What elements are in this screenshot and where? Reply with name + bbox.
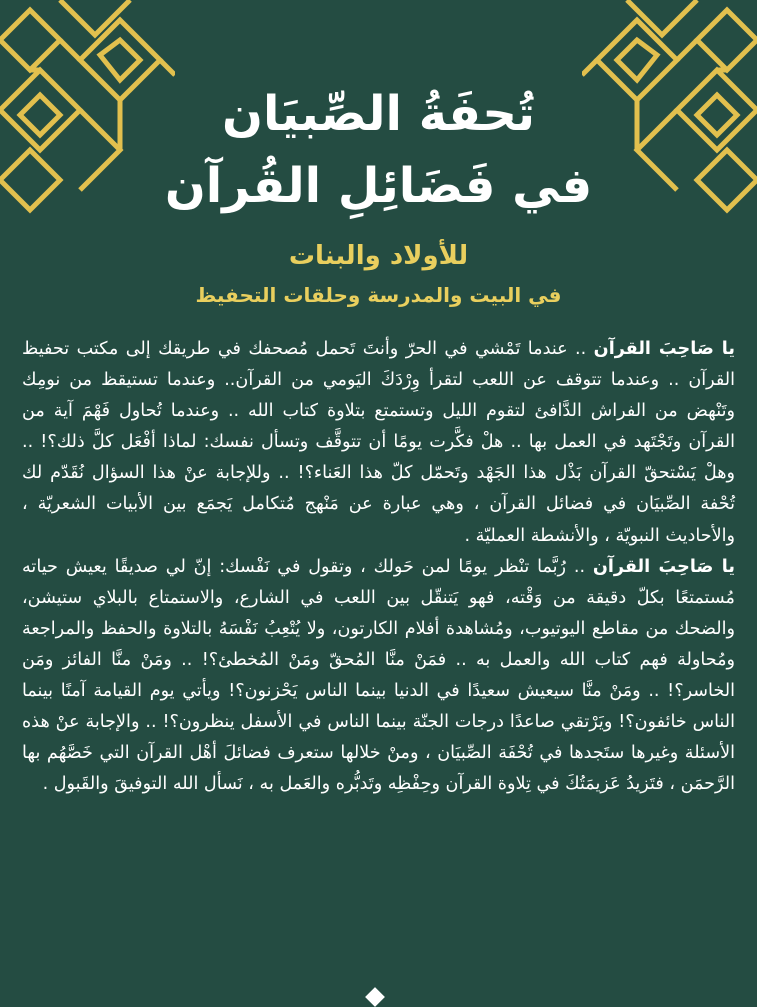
book-title-line2: في فَضَائِلِ القُرآن (164, 158, 593, 214)
subtitle: للأولاد والبنات (288, 241, 469, 271)
back-cover-description (22, 334, 735, 800)
book-title-line1: تُحفَةُ الصِّبيَان (222, 86, 535, 142)
paragraph-2 (22, 552, 735, 801)
paragraph-2-text: .. رُبَّما تنْظر يومًا لمن حَولك ، وتقول في نَفْسك: إنّ لي صديقًا يعيش حياته مُستمتعًا بكلّ دقيقة من وَقْته، فهو يَتنقّل بين اللعب في الشارع، والاستمتاع بالبلاي ستيشن، والضحك من مقاطع اليوتيوب، ومُشاهدة أفلام الكارتون، ولا يُتْعِبُ نَفْسَهُ بالتلاوة والحفظ والمراجعة ومُحاولة فهم كتاب الله والعمل به .. فمَنْ منَّا المُحقّ ومَنْ المُخطئ؟! .. ومَنْ منَّا الفائز ومَن الخاسر؟! .. ومَنْ منَّا سيعيش سعيدًا في الدنيا بينما الناس يَحْزنون؟! ويأتي يوم القيامة آمنًا بينما الناس خائفون؟! ويَرْتقي صاعدًا درجات الجنّة بينما الناس في الأسفل ينظرون؟! .. والإجابة عنْ هذه الأسئلة وغيرها ستَجدها في تُحْفَة الصِّبيَان ، ومنْ خلالها ستعرف فضائلَ أهْل القرآن التي خَصَّهُم بها الرَّحمَن ، فتَزيدُ عَزيمَتُكَ في تِلاوة القرآن وحِفْظِه وتَدبُّره والعَمل به ، نَسأل الله التوفيقَ والقَبول . (22, 556, 735, 795)
bottom-diamond-icon (365, 987, 385, 1007)
paragraph-1-text: .. عندما تَمْشي في الحرّ وأنتَ تَحمل مُصحفك في طريقك إلى مكتب تحفيظ القرآن .. وعندما تتوقف عن اللعب لتقرأ وِرْدَكَ اليَومي من القرآن.. وعندما تستيقظ من نومِك وتَنْهض من الفراش الدَّافئ لتقوم الليل وتستمتع بتلاوة كتاب الله .. وعندما تُحاول فَهْمَ آية من القرآن وتَجْتَهد في العمل بها .. هلْ فكَّرت يومًا أن تتوقَّف وتسأل نفسك: لماذا أفْعَل كلَّ ذلك؟! .. وهلْ يَسْتحقّ القرآن بَذْل هذا الجَهْد وتَحمّل كلّ هذا العَناء؟! .. وللإجابة عنْ هذا السؤال نُقَدّم لك تُحْفة الصِّبيَان في فضائل القرآن ، وهي عبارة عن مَنْهج مُتكامل يَجمَع بين الأبيات الشعريّة ، والأحاديث النبويّة ، والأنشطة العمليّة . (22, 339, 735, 546)
paragraph-2-lead: يا صَاحِبَ القرآن (592, 556, 735, 577)
tagline: في البيت والمدرسة وحلقات التحفيظ (195, 283, 562, 307)
paragraph-1 (22, 334, 735, 552)
paragraph-1-lead: يا صَاحِبَ القرآن (593, 339, 736, 359)
